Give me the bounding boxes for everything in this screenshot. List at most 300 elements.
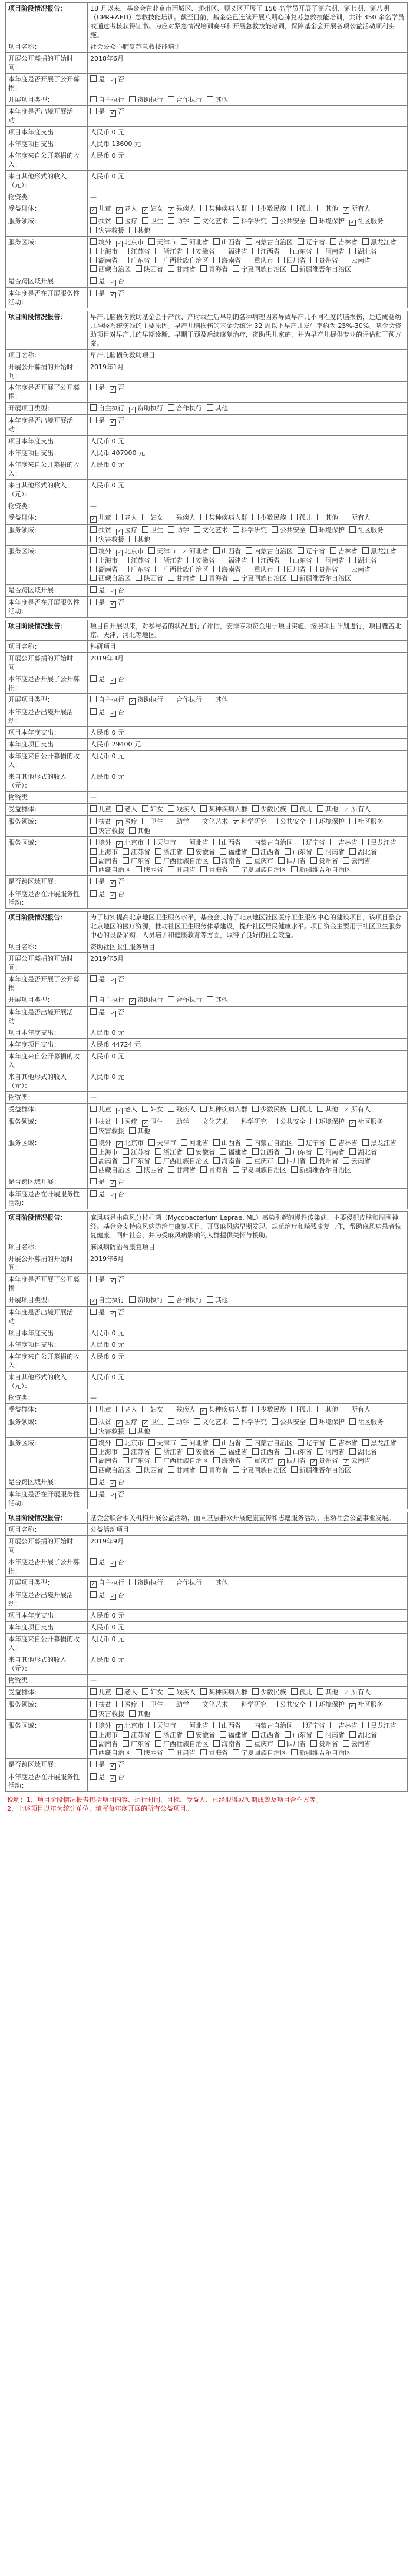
field-option[interactable]: 公共安全 <box>272 526 306 535</box>
region-option[interactable]: 吉林省 <box>330 1439 358 1448</box>
region-option[interactable]: 辽宁省 <box>298 1439 325 1448</box>
option-no[interactable]: ✓ 否 <box>110 75 124 84</box>
field-option[interactable]: 卫生 <box>142 217 163 225</box>
region-option[interactable]: 浙江省 <box>155 1448 183 1456</box>
option-direct[interactable]: ✓ 自主执行 <box>90 1578 124 1588</box>
region-option[interactable]: 福建省 <box>220 1448 247 1456</box>
option-no[interactable]: ✓ 否 <box>110 1772 124 1782</box>
option-mix[interactable]: 合作执行 <box>168 1578 202 1587</box>
field-option[interactable]: 卫生 <box>142 1700 163 1709</box>
region-option[interactable]: 新疆维吾尔自治区 <box>291 265 351 274</box>
region-option[interactable]: 河北省 <box>181 238 209 247</box>
option-no[interactable]: ✓ 否 <box>110 1177 124 1187</box>
region-option[interactable]: 云南省 <box>343 857 371 865</box>
group-option[interactable]: 老人 <box>116 513 137 522</box>
group-option[interactable]: 老人 <box>116 1688 137 1697</box>
region-option[interactable]: 山东省 <box>285 1448 312 1456</box>
region-option[interactable]: 江苏省 <box>123 848 150 857</box>
region-option[interactable]: 青海省 <box>200 1166 228 1174</box>
field-option[interactable]: 扶贫 <box>90 217 111 225</box>
region-option[interactable]: 北京市 <box>116 1439 144 1448</box>
region-option[interactable]: ✓ 北京市 <box>116 238 144 247</box>
group-option[interactable]: ✓ 儿童 <box>90 513 111 523</box>
field-option[interactable]: 科学研究 <box>233 1117 267 1126</box>
region-option[interactable]: 内蒙古自治区 <box>246 547 293 556</box>
region-option[interactable]: 山东省 <box>285 848 312 857</box>
region-option[interactable]: 内蒙古自治区 <box>246 1138 293 1147</box>
field-option[interactable]: 扶贫 <box>90 1117 111 1126</box>
region-option[interactable]: 江苏省 <box>123 556 150 565</box>
region-option[interactable]: 湖北省 <box>349 1731 377 1740</box>
option-direct[interactable]: ✓ 自主执行 <box>90 1296 124 1305</box>
region-option[interactable]: 境外 <box>90 547 111 556</box>
region-option[interactable]: 海南省 <box>213 565 241 574</box>
option-yes[interactable]: 是 <box>90 1490 105 1499</box>
group-option[interactable]: ✓ 儿童 <box>90 204 111 214</box>
region-option[interactable]: 浙江省 <box>155 1731 183 1740</box>
region-option[interactable]: 青海省 <box>200 1466 228 1475</box>
region-option[interactable]: 青海省 <box>200 865 228 874</box>
option-yes[interactable]: 是 <box>90 75 105 84</box>
option-yes[interactable]: 是 <box>90 598 105 607</box>
region-option[interactable]: 海南省 <box>213 857 241 865</box>
field-option[interactable]: 其他 <box>129 1127 150 1136</box>
region-option[interactable]: 山西省 <box>213 547 241 556</box>
region-option[interactable]: 天津市 <box>148 1138 176 1147</box>
region-option[interactable]: 云南省 <box>343 256 371 265</box>
region-option[interactable]: ✓ 北京市 <box>116 1138 144 1148</box>
group-option[interactable]: 少数民族 <box>252 805 286 814</box>
option-mix[interactable]: 合作执行 <box>168 695 202 704</box>
region-option[interactable]: 新疆维吾尔自治区 <box>291 1748 351 1757</box>
field-option[interactable]: 公共安全 <box>272 1418 306 1426</box>
group-option[interactable]: ✓ 所有人 <box>343 204 371 214</box>
region-option[interactable]: 吉林省 <box>330 547 358 556</box>
group-option[interactable]: ✓ 残疾人 <box>168 204 196 214</box>
region-option[interactable]: 辽宁省 <box>298 1138 325 1147</box>
field-option[interactable]: 科学研究 <box>233 526 267 535</box>
region-option[interactable]: 山东省 <box>285 1148 312 1157</box>
region-option[interactable]: 重庆市 <box>246 857 273 865</box>
option-no[interactable]: ✓ 否 <box>110 1308 124 1317</box>
region-option[interactable]: 辽宁省 <box>298 838 325 847</box>
region-option[interactable]: 福建省 <box>220 247 247 256</box>
region-option[interactable]: 上海市 <box>90 1148 118 1157</box>
field-option[interactable]: 文化艺术 <box>194 1418 228 1426</box>
group-option[interactable]: ✓ 老人 <box>116 1105 137 1114</box>
option-no[interactable]: ✓ 否 <box>110 289 124 298</box>
region-option[interactable]: 内蒙古自治区 <box>246 838 293 847</box>
group-option[interactable]: 少数民族 <box>252 1105 286 1114</box>
region-option[interactable]: 黑龙江省 <box>362 1721 397 1730</box>
option-yes[interactable]: 是 <box>90 877 105 886</box>
region-option[interactable]: 吉林省 <box>330 238 358 247</box>
group-option[interactable]: 妇女 <box>142 513 163 522</box>
region-option[interactable]: 浙江省 <box>155 556 183 565</box>
option-no[interactable]: ✓ 否 <box>110 107 124 117</box>
field-option[interactable]: 公共安全 <box>272 217 306 225</box>
option-yes[interactable]: 是 <box>90 1760 105 1769</box>
group-option[interactable]: 孤儿 <box>291 1688 312 1697</box>
region-option[interactable]: 贵州省 <box>310 565 338 574</box>
region-option[interactable]: 湖北省 <box>349 1148 377 1157</box>
group-option[interactable]: 其他 <box>317 805 338 814</box>
region-option[interactable]: 贵州省 <box>310 1157 338 1166</box>
field-option[interactable]: 社区服务 <box>349 817 384 826</box>
region-option[interactable]: 黑龙江省 <box>362 238 397 247</box>
region-option[interactable]: 安徽省 <box>187 848 215 857</box>
field-option[interactable]: 科学研究 <box>233 1418 267 1426</box>
region-option[interactable]: 安徽省 <box>187 556 215 565</box>
group-option[interactable]: 某种疾病人群 <box>200 1688 247 1697</box>
region-option[interactable]: 河北省 <box>181 1721 209 1730</box>
group-option[interactable]: 其他 <box>317 204 338 213</box>
region-option[interactable]: 黑龙江省 <box>362 1439 397 1448</box>
option-no[interactable]: ✓ 否 <box>110 1490 124 1499</box>
region-option[interactable]: 河北省 <box>181 1138 209 1147</box>
region-option[interactable]: 浙江省 <box>155 247 183 256</box>
option-yes[interactable]: 是 <box>90 1772 105 1781</box>
region-option[interactable]: 山西省 <box>213 1439 241 1448</box>
option-no[interactable]: ✓ 否 <box>110 598 124 608</box>
field-option[interactable]: 其他 <box>129 1709 150 1718</box>
option-other[interactable]: 其他 <box>207 1296 228 1304</box>
region-option[interactable]: 吉林省 <box>330 1721 358 1730</box>
region-option[interactable]: 广东省 <box>123 1740 150 1748</box>
region-option[interactable]: 上海市 <box>90 247 118 256</box>
region-option[interactable]: 天津市 <box>148 1721 176 1730</box>
field-option[interactable]: 环境保护 <box>310 526 345 535</box>
region-option[interactable]: 辽宁省 <box>298 547 325 556</box>
region-option[interactable]: 青海省 <box>200 1748 228 1757</box>
region-option[interactable]: 上海市 <box>90 1731 118 1740</box>
region-option[interactable]: 福建省 <box>220 1731 247 1740</box>
field-option[interactable]: 助学 <box>168 1117 189 1126</box>
group-option[interactable]: 某种疾病人群 <box>200 204 247 213</box>
option-no[interactable]: ✓ 否 <box>110 708 124 717</box>
field-option[interactable]: 其他 <box>129 226 150 235</box>
region-option[interactable]: 境外 <box>90 1138 111 1147</box>
field-option[interactable]: 助学 <box>168 217 189 225</box>
region-option[interactable]: 江西省 <box>252 556 280 565</box>
option-yes[interactable]: 是 <box>90 889 105 898</box>
field-option[interactable]: ✓ 卫生 <box>142 1418 163 1427</box>
group-option[interactable]: 所有人 <box>343 1405 371 1414</box>
option-yes[interactable]: 是 <box>90 383 105 392</box>
region-option[interactable]: 甘肃省 <box>168 1166 196 1174</box>
field-option[interactable]: ✓ 科学研究 <box>233 817 267 826</box>
region-option[interactable]: 江苏省 <box>123 1148 150 1157</box>
region-option[interactable]: 四川省 <box>278 857 306 865</box>
option-sub[interactable]: 资助执行 <box>129 1296 163 1304</box>
region-option[interactable]: 广西壮族自治区 <box>155 1740 209 1748</box>
option-sub[interactable]: 资助执行 <box>129 1578 163 1587</box>
region-option[interactable]: 宁夏回族自治区 <box>233 574 286 583</box>
field-option[interactable]: 卫生 <box>142 526 163 535</box>
group-option[interactable]: 儿童 <box>90 805 111 814</box>
region-option[interactable]: 吉林省 <box>330 838 358 847</box>
option-yes[interactable]: 是 <box>90 1177 105 1186</box>
group-option[interactable]: 妇女 <box>142 1105 163 1114</box>
group-option[interactable]: 其他 <box>317 1105 338 1114</box>
option-sub[interactable]: ✓ 资助执行 <box>129 404 163 413</box>
region-option[interactable]: 江苏省 <box>123 1448 150 1456</box>
region-option[interactable]: 广东省 <box>123 256 150 265</box>
group-option[interactable]: ✓ 某种疾病人群 <box>200 1405 247 1415</box>
region-option[interactable]: ✓ 北京市 <box>116 838 144 848</box>
region-option[interactable]: 江苏省 <box>123 1731 150 1740</box>
field-option[interactable]: 文化艺术 <box>194 1700 228 1709</box>
group-option[interactable]: 孤儿 <box>291 513 312 522</box>
region-option[interactable]: 海南省 <box>213 256 241 265</box>
region-option[interactable]: 宁夏回族自治区 <box>233 265 286 274</box>
field-option[interactable]: 文化艺术 <box>194 526 228 535</box>
region-option[interactable]: 广西壮族自治区 <box>155 1456 209 1465</box>
region-option[interactable]: 新疆维吾尔自治区 <box>291 1166 351 1174</box>
group-option[interactable]: 残疾人 <box>168 805 196 814</box>
field-option[interactable]: 环境保护 <box>310 1418 345 1426</box>
region-option[interactable]: 山西省 <box>213 838 241 847</box>
region-option[interactable]: 河南省 <box>317 848 345 857</box>
option-no[interactable]: ✓ 否 <box>110 1760 124 1770</box>
region-option[interactable]: 境外 <box>90 238 111 247</box>
region-option[interactable]: 浙江省 <box>155 848 183 857</box>
option-no[interactable]: ✓ 否 <box>110 277 124 286</box>
region-option[interactable]: 江西省 <box>252 247 280 256</box>
option-no[interactable]: ✓ 否 <box>110 1478 124 1487</box>
field-option[interactable]: ✓ 医疗 <box>116 1418 137 1427</box>
region-option[interactable]: 安徽省 <box>187 247 215 256</box>
region-option[interactable]: 陕西省 <box>136 265 163 274</box>
region-option[interactable]: 安徽省 <box>187 1148 215 1157</box>
group-option[interactable]: 儿童 <box>90 1688 111 1697</box>
region-option[interactable]: 重庆市 <box>246 1157 273 1166</box>
region-option[interactable]: 广西壮族自治区 <box>155 565 209 574</box>
region-option[interactable]: 甘肃省 <box>168 1466 196 1475</box>
region-option[interactable]: 广东省 <box>123 1456 150 1465</box>
group-option[interactable]: 某种疾病人群 <box>200 1105 247 1114</box>
option-direct[interactable]: 自主执行 <box>90 95 124 104</box>
region-option[interactable]: 江苏省 <box>123 247 150 256</box>
region-option[interactable]: 黑龙江省 <box>362 1138 397 1147</box>
region-option[interactable]: ✓ 云南省 <box>343 1456 371 1466</box>
region-option[interactable]: 河北省 <box>181 1439 209 1448</box>
field-option[interactable]: 环境保护 <box>310 817 345 826</box>
option-yes[interactable]: 是 <box>90 1008 105 1017</box>
region-option[interactable]: ✓ 北京市 <box>116 547 144 556</box>
group-option[interactable]: 残疾人 <box>168 513 196 522</box>
group-option[interactable]: 妇女 <box>142 1405 163 1414</box>
region-option[interactable]: 陕西省 <box>136 865 163 874</box>
region-option[interactable]: 内蒙古自治区 <box>246 1721 293 1730</box>
region-option[interactable]: 黑龙江省 <box>362 547 397 556</box>
field-option[interactable]: 灾害救援 <box>90 1709 124 1718</box>
region-option[interactable]: 福建省 <box>220 848 247 857</box>
region-option[interactable]: 黑龙江省 <box>362 838 397 847</box>
field-option[interactable]: 扶贫 <box>90 817 111 826</box>
group-option[interactable]: 妇女 <box>142 805 163 814</box>
group-option[interactable]: 少数民族 <box>252 204 286 213</box>
option-sub[interactable]: 资助执行 <box>129 95 163 104</box>
region-option[interactable]: 广西壮族自治区 <box>155 1157 209 1166</box>
region-option[interactable]: 上海市 <box>90 848 118 857</box>
field-option[interactable]: ✓ 卫生 <box>142 1117 163 1127</box>
region-option[interactable]: 内蒙古自治区 <box>246 238 293 247</box>
region-option[interactable]: 新疆维吾尔自治区 <box>291 1466 351 1475</box>
group-option[interactable]: 少数民族 <box>252 1405 286 1414</box>
option-yes[interactable]: 是 <box>90 289 105 298</box>
option-direct[interactable]: 自主执行 <box>90 695 124 704</box>
region-option[interactable]: 四川省 <box>278 1157 306 1166</box>
region-option[interactable]: 云南省 <box>343 565 371 574</box>
region-option[interactable]: 河南省 <box>317 1731 345 1740</box>
field-option[interactable]: 文化艺术 <box>194 1117 228 1126</box>
group-option[interactable]: 所有人 <box>343 513 371 522</box>
group-option[interactable]: 孤儿 <box>291 1405 312 1414</box>
field-option[interactable]: 科学研究 <box>233 1700 267 1709</box>
region-option[interactable]: 山东省 <box>285 1731 312 1740</box>
region-option[interactable]: 重庆市 <box>246 565 273 574</box>
group-option[interactable]: 老人 <box>116 805 137 814</box>
field-option[interactable]: 扶贫 <box>90 1418 111 1426</box>
region-option[interactable]: 山西省 <box>213 1721 241 1730</box>
field-option[interactable]: 卫生 <box>142 817 163 826</box>
region-option[interactable]: 甘肃省 <box>168 574 196 583</box>
option-other[interactable]: 其他 <box>207 995 228 1004</box>
option-no[interactable]: ✓ 否 <box>110 586 124 595</box>
region-option[interactable]: 四川省 <box>278 1740 306 1748</box>
option-no[interactable]: ✓ 否 <box>110 877 124 887</box>
option-yes[interactable]: 是 <box>90 277 105 286</box>
field-option[interactable]: ✓ 医疗 <box>116 526 137 535</box>
region-option[interactable]: 贵州省 <box>310 256 338 265</box>
field-option[interactable]: 灾害救援 <box>90 226 124 235</box>
group-option[interactable]: ✓ 老人 <box>116 204 137 214</box>
group-option[interactable]: 儿童 <box>90 1105 111 1114</box>
region-option[interactable]: 重庆市 <box>246 1740 273 1748</box>
option-direct[interactable]: 自主执行 <box>90 404 124 413</box>
option-yes[interactable]: 是 <box>90 1190 105 1199</box>
region-option[interactable]: 山东省 <box>285 556 312 565</box>
region-option[interactable]: 辽宁省 <box>298 1721 325 1730</box>
region-option[interactable]: 海南省 <box>213 1740 241 1748</box>
region-option[interactable]: 上海市 <box>90 556 118 565</box>
group-option[interactable]: 孤儿 <box>291 204 312 213</box>
region-option[interactable]: 河北省 <box>181 838 209 847</box>
region-option[interactable]: 陕西省 <box>136 1466 163 1475</box>
region-option[interactable]: 湖北省 <box>349 247 377 256</box>
region-option[interactable]: 广东省 <box>123 857 150 865</box>
field-option[interactable]: 扶贫 <box>90 526 111 535</box>
region-option[interactable]: 福建省 <box>220 556 247 565</box>
field-option[interactable]: 助学 <box>168 817 189 826</box>
field-option[interactable]: 公共安全 <box>272 1117 306 1126</box>
field-option[interactable]: 扶贫 <box>90 1700 111 1709</box>
field-option[interactable]: 环境保护 <box>310 1117 345 1126</box>
field-option[interactable]: 文化艺术 <box>194 817 228 826</box>
field-option[interactable]: 环境保护 <box>310 1700 345 1709</box>
group-option[interactable]: 少数民族 <box>252 1688 286 1697</box>
field-option[interactable]: ✓ 医疗 <box>116 817 137 826</box>
field-option[interactable]: 社区服务 <box>349 526 384 535</box>
region-option[interactable]: 西藏自治区 <box>90 574 131 583</box>
option-no[interactable]: ✓ 否 <box>110 1558 124 1567</box>
group-option[interactable]: 妇女 <box>142 1688 163 1697</box>
field-option[interactable]: 助学 <box>168 1418 189 1426</box>
region-option[interactable]: 广东省 <box>123 565 150 574</box>
region-option[interactable]: 山西省 <box>213 238 241 247</box>
option-no[interactable]: ✓ 否 <box>110 1275 124 1284</box>
option-yes[interactable]: 是 <box>90 1478 105 1486</box>
option-yes[interactable]: 是 <box>90 708 105 716</box>
region-option[interactable]: 宁夏回族自治区 <box>233 1466 286 1475</box>
region-option[interactable]: 甘肃省 <box>168 865 196 874</box>
group-option[interactable]: ✓ 所有人 <box>343 805 371 814</box>
region-option[interactable]: 陕西省 <box>136 1166 163 1174</box>
group-option[interactable]: 孤儿 <box>291 805 312 814</box>
region-option[interactable]: 陕西省 <box>136 1748 163 1757</box>
field-option[interactable]: 灾害救援 <box>90 1127 124 1136</box>
group-option[interactable]: 儿童 <box>90 1405 111 1414</box>
region-option[interactable]: 天津市 <box>148 1439 176 1448</box>
field-option[interactable]: 文化艺术 <box>194 217 228 225</box>
field-option[interactable]: 公共安全 <box>272 1700 306 1709</box>
option-yes[interactable]: 是 <box>90 675 105 683</box>
field-option[interactable]: 其他 <box>129 826 150 835</box>
field-option[interactable]: 医疗 <box>116 1700 137 1709</box>
field-option[interactable]: 环境保护 <box>310 217 345 225</box>
region-option[interactable]: 云南省 <box>343 1157 371 1166</box>
region-option[interactable]: 宁夏回族自治区 <box>233 1166 286 1174</box>
region-option[interactable]: 广西壮族自治区 <box>155 857 209 865</box>
region-option[interactable]: 安徽省 <box>187 1448 215 1456</box>
group-option[interactable]: 其他 <box>317 1405 338 1414</box>
option-no[interactable]: ✓ 否 <box>110 383 124 393</box>
field-option[interactable]: 医疗 <box>116 1117 137 1126</box>
region-option[interactable]: 湖南省 <box>90 857 118 865</box>
region-option[interactable]: 西藏自治区 <box>90 865 131 874</box>
region-option[interactable]: 天津市 <box>148 238 176 247</box>
region-option[interactable]: 新疆维吾尔自治区 <box>291 574 351 583</box>
region-option[interactable]: 湖北省 <box>349 1448 377 1456</box>
field-option[interactable]: 灾害救援 <box>90 826 124 835</box>
region-option[interactable]: 青海省 <box>200 574 228 583</box>
region-option[interactable]: 西藏自治区 <box>90 265 131 274</box>
field-option[interactable]: 科学研究 <box>233 217 267 225</box>
region-option[interactable]: 境外 <box>90 1721 111 1730</box>
group-option[interactable]: ✓ 妇女 <box>142 204 163 214</box>
option-mix[interactable]: 合作执行 <box>168 1296 202 1304</box>
region-option[interactable]: 河南省 <box>317 556 345 565</box>
region-option[interactable]: 天津市 <box>148 547 176 556</box>
region-option[interactable]: 河南省 <box>317 1448 345 1456</box>
region-option[interactable]: 吉林省 <box>330 1138 358 1147</box>
region-option[interactable]: 重庆市 <box>246 1456 273 1465</box>
field-option[interactable]: 公共安全 <box>272 817 306 826</box>
region-option[interactable]: 宁夏回族自治区 <box>233 1748 286 1757</box>
region-option[interactable]: 境外 <box>90 838 111 847</box>
option-yes[interactable]: 是 <box>90 1591 105 1599</box>
option-mix[interactable]: 合作执行 <box>168 995 202 1004</box>
group-option[interactable]: 少数民族 <box>252 513 286 522</box>
region-option[interactable]: 江西省 <box>252 1448 280 1456</box>
region-option[interactable]: 河南省 <box>317 247 345 256</box>
option-mix[interactable]: 合作执行 <box>168 404 202 413</box>
region-option[interactable]: ✓ 北京市 <box>116 1721 144 1731</box>
region-option[interactable]: 天津市 <box>148 838 176 847</box>
option-other[interactable]: 其他 <box>207 1578 228 1587</box>
region-option[interactable]: 贵州省 <box>310 1740 338 1748</box>
